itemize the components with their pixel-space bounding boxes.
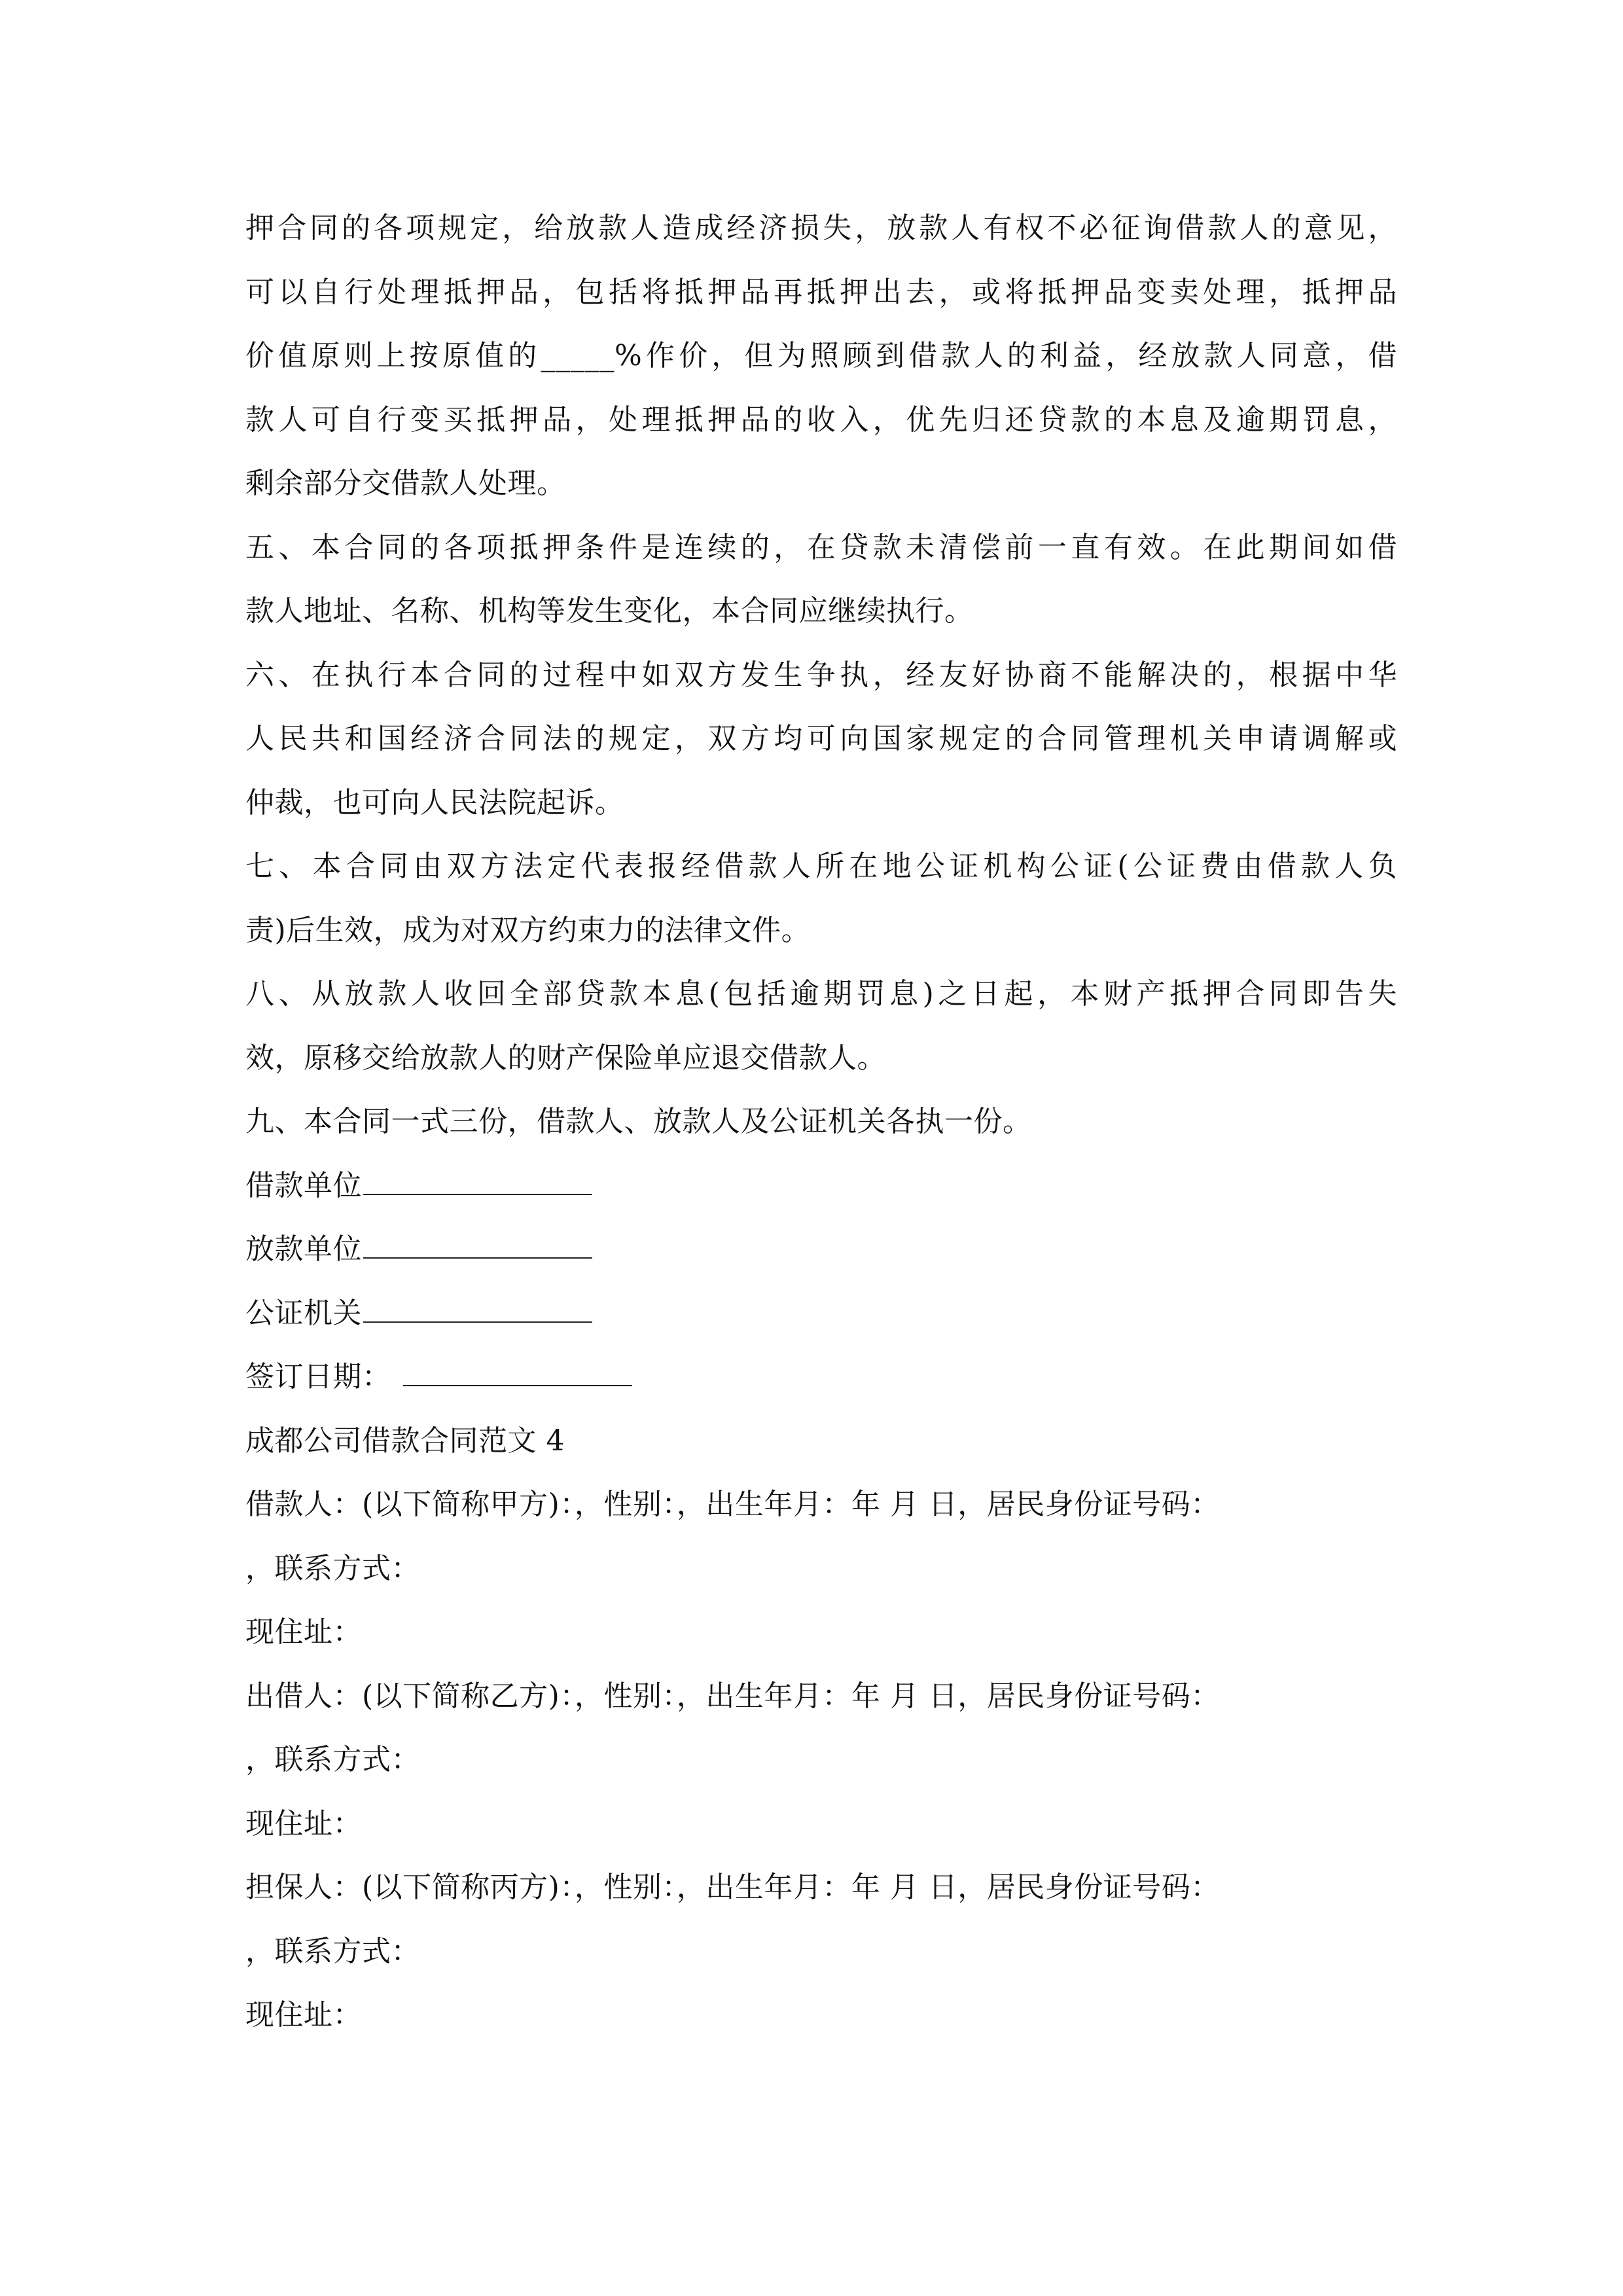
clause-5-line: 款人地址、名称、机构等发生变化，本合同应继续执行。 — [245, 594, 974, 628]
lender-address: 现住址： — [245, 1806, 362, 1840]
sign-date-blank — [403, 1385, 632, 1386]
clause-8-line: 效，原移交给放款人的财产保险单应退交借款人。 — [245, 1041, 886, 1075]
section-title: 成都公司借款合同范文 4 — [245, 1424, 565, 1458]
clause-6-line: 人民共和国经济合同法的规定，双方均可向国家规定的合同管理机关申请调解或 — [245, 722, 1397, 755]
guarantor-contact: ，联系方式： — [245, 1934, 420, 1968]
sign-date — [245, 1345, 1397, 1409]
borrower-unit-signature — [245, 1154, 1397, 1218]
sign-date-label: 签订日期： — [245, 1360, 391, 1393]
clause-5-line: 五、本合同的各项抵押条件是连续的，在贷款未清偿前一直有效。在此期间如借 — [245, 530, 1397, 564]
lender-unit-blank — [363, 1257, 592, 1259]
clause-7-line: 责)后生效，成为对双方约束力的法律文件。 — [245, 913, 811, 947]
borrower-address: 现住址： — [245, 1615, 362, 1649]
clause-7-line: 七、本合同由双方法定代表报经借款人所在地公证机构公证(公证费由借款人负 — [245, 850, 1397, 883]
notary-label: 公证机关 — [245, 1296, 362, 1330]
lender-unit-label: 放款单位 — [245, 1232, 362, 1266]
paragraph-line: 剩余部分交借款人处理。 — [245, 467, 566, 500]
lender-contact: ，联系方式： — [245, 1743, 420, 1776]
lender-unit-signature — [245, 1217, 1397, 1282]
borrower-unit-blank — [363, 1194, 592, 1195]
paragraph-line: 押合同的各项规定，给放款人造成经济损失，放款人有权不必征询借款人的意见， — [245, 211, 1397, 245]
paragraph-line: 款人可自行变买抵押品，处理抵押品的收入，优先归还贷款的本息及逾期罚息， — [245, 403, 1397, 437]
borrower-unit-label: 借款单位 — [245, 1168, 362, 1202]
borrower-line: 借款人：(以下简称甲方)：，性别：，出生年月：年 月 日，居民身份证号码： — [245, 1488, 1220, 1521]
guarantor-address: 现住址： — [245, 1998, 362, 2032]
borrower-contact: ，联系方式： — [245, 1551, 420, 1585]
paragraph-line: 价值原则上按原值的_____%作价，但为照顾到借款人的利益，经放款人同意，借 — [245, 339, 1397, 372]
lender-line: 出借人：(以下简称乙方)：，性别：，出生年月：年 月 日，居民身份证号码： — [245, 1679, 1220, 1713]
guarantor-line: 担保人：(以下简称丙方)：，性别：，出生年月：年 月 日，居民身份证号码： — [245, 1871, 1220, 1904]
clause-6-line: 仲裁，也可向人民法院起诉。 — [245, 785, 624, 819]
notary-blank — [363, 1321, 592, 1323]
clause-6-line: 六、在执行本合同的过程中如双方发生争执，经友好协商不能解决的，根据中华 — [245, 658, 1397, 692]
clause-9-line: 九、本合同一式三份，借款人、放款人及公证机关各执一份。 — [245, 1105, 1032, 1138]
clause-8-line: 八、从放款人收回全部贷款本息(包括逾期罚息)之日起，本财产抵押合同即告失 — [245, 977, 1397, 1011]
notary-signature — [245, 1282, 1397, 1346]
document-body — [245, 196, 1397, 2047]
paragraph-line: 可以自行处理抵押品，包括将抵押品再抵押出去，或将抵押品变卖处理，抵押品 — [245, 275, 1397, 309]
